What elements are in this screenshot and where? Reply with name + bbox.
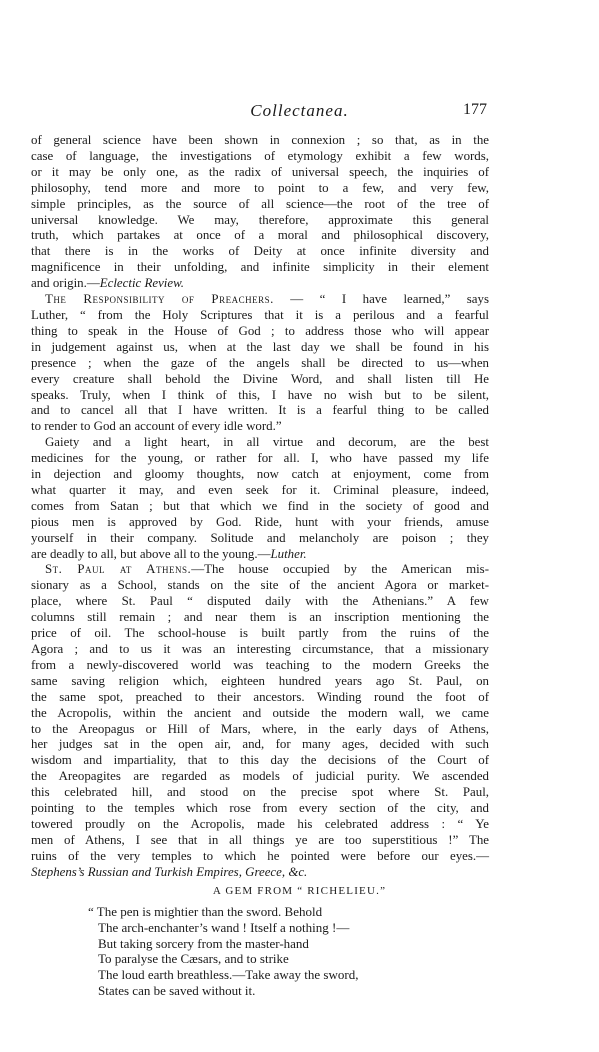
text-line: yourself in their company. Solitude and melancholy are poison ; they: [31, 530, 489, 545]
text-line: ruins of the very temples to which he pointed were before our eyes.—: [31, 848, 489, 863]
text-line: the same spot, preached to their ancestors. Winding round the foot of: [31, 689, 489, 704]
text-line: [31, 292, 489, 308]
text-line: simple principles, as the source of all science—the root of the tree of: [31, 196, 489, 211]
text-line: wisdom and impartiality, that to this day the decisions of the Court of: [31, 753, 489, 768]
section-heading: The Responsibility of Preachers.: [45, 292, 274, 307]
verse-line: States can be saved without it.: [98, 982, 256, 998]
text-line: to render to God an account of every idle word.”: [31, 419, 282, 434]
text-line: every creature shall behold the Divine Word, and shall listen till He: [31, 371, 489, 386]
text-line: same saving religion which, eighteen hundred years ago St. Paul, on: [31, 673, 489, 688]
text-line: sionary as a School, stands on the site of the ancient Agora or market-: [31, 578, 489, 593]
text-line: universal knowledge. We may, therefore, approximate this general: [31, 212, 489, 227]
text-line: price of oil. The school-house is built partly from the ruins of the: [31, 626, 489, 641]
verse-line: “ The pen is mightier than the sword. Behold: [88, 904, 323, 919]
text-line: Gaiety and a light heart, in all virtue and decorum, are the best: [45, 435, 489, 450]
text-line: and to cancel all that I have written. It is a fearful thing to be called: [31, 403, 489, 418]
text-fragment: and origin.—: [31, 276, 100, 291]
text-line: her judges sat in the open air, and, for many ages, decided with such: [31, 737, 489, 752]
text-line: towered proudly on the Acropolis, made his celebrated address : “ Ye: [31, 816, 489, 831]
text-line: medicines for the young, or rather for all. I, who have passed my life: [31, 451, 489, 466]
text-line: in dejection and gloomy thoughts, now catch at enjoyment, come from: [31, 467, 489, 482]
text-line: the Areopagites are regarded as models of judicial purity. We ascended: [31, 769, 489, 784]
text-line: the Acropolis, within the ancient and outside the modern wall, we came: [31, 705, 489, 720]
text-line: magnificence in their unfolding, and infinite simplicity in their element: [31, 260, 489, 275]
text-line: columns still remain ; and near them is an inscription mentioning the: [31, 610, 489, 625]
source-citation: Stephens’s Russian and Turkish Empires, Greece, &c.: [31, 864, 308, 879]
text-line: presence ; when the gaze of the angels shall be directed to us—when: [31, 355, 489, 370]
text-line: in judgement against us, when at the last day we shall be found in his: [31, 339, 489, 354]
text-line: [31, 276, 489, 292]
text-line: [31, 547, 489, 563]
paragraph-gaiety: [31, 435, 489, 562]
text-line: place, where St. Paul “ disputed daily with the Athenians.” A few: [31, 594, 489, 609]
source-citation: Eclectic Review.: [99, 276, 184, 291]
verse-line: The loud earth breathless.—Take away the sword,: [98, 967, 359, 983]
text-line: men of Athens, I see that in all things ye are too superstitious !” The: [31, 832, 489, 847]
body-text: [31, 133, 489, 881]
text-line: that there is in the works of Deity at once infinite diversity and: [31, 244, 489, 259]
text-line: comes from Satan ; but that which we find in the society of good and: [31, 498, 489, 513]
verse-line: To paralyse the Cæsars, and to strike: [98, 951, 289, 967]
poem-title: A GEM FROM “ RICHELIEU.”: [212, 885, 387, 897]
text-line: what quarter it may, and even seek for it. Criminal pleasure, indeed,: [31, 482, 489, 497]
text-fragment: —The house occupied by the American mis-: [191, 562, 489, 577]
text-line: [31, 562, 489, 578]
verse-line: But taking sorcery from the master-hand: [98, 935, 309, 951]
text-line: philosophy, tend more and more to point to a few, and very few,: [31, 180, 489, 195]
text-fragment: are deadly to all, but above all to the young.—: [31, 546, 271, 561]
text-line: to the Areopagus or Hill of Mars, where, in the early days of Athens,: [31, 721, 489, 736]
text-line: pointing to the temples which rose from every section of the city, and: [31, 801, 489, 816]
running-title: Collectanea.: [250, 101, 349, 120]
page-number: 177: [463, 101, 487, 118]
text-line: this celebrated hill, and stood on the precise spot where St. Paul,: [31, 785, 489, 800]
paragraph-athens: [31, 562, 489, 880]
text-line: Agora ; and to us it was an interesting circumstance, that a missionary: [31, 642, 489, 656]
text-line: Luther, “ from the Holy Scriptures that it is a perilous and a fearful: [31, 307, 489, 322]
verse-line: The arch-enchanter’s wand ! Itself a nothing !—: [98, 919, 350, 935]
paragraph-science: [31, 133, 489, 292]
text-line: case of language, the investigations of etymology exhibit a few words,: [31, 148, 489, 163]
text-line: or it may be only one, as the radix of universal speech, the inquiries of: [31, 164, 489, 179]
poem: [88, 904, 458, 999]
text-line: of general science have been shown in connexion ; so that, as in the: [31, 133, 489, 147]
text-line: truth, which partakes at once of a moral and philosophical discovery,: [31, 228, 489, 243]
text-line: from a newly-discovered world was teaching to the modern Greeks the: [31, 657, 489, 672]
text-line: speaks. Truly, when I think of this, I have no wish but to be silent,: [31, 387, 489, 402]
source-citation: Luther.: [270, 546, 307, 561]
text-line: thing to speak in the House of God ; to address those who will appear: [31, 323, 489, 338]
paragraph-preachers: [31, 292, 489, 435]
text-line: pious men is approved by God. Ride, hunt with your friends, amuse: [31, 514, 489, 529]
running-head: [0, 101, 599, 121]
text-fragment: — “ I have learned,” says: [273, 292, 489, 307]
section-heading: St. Paul at Athens.: [45, 562, 192, 577]
